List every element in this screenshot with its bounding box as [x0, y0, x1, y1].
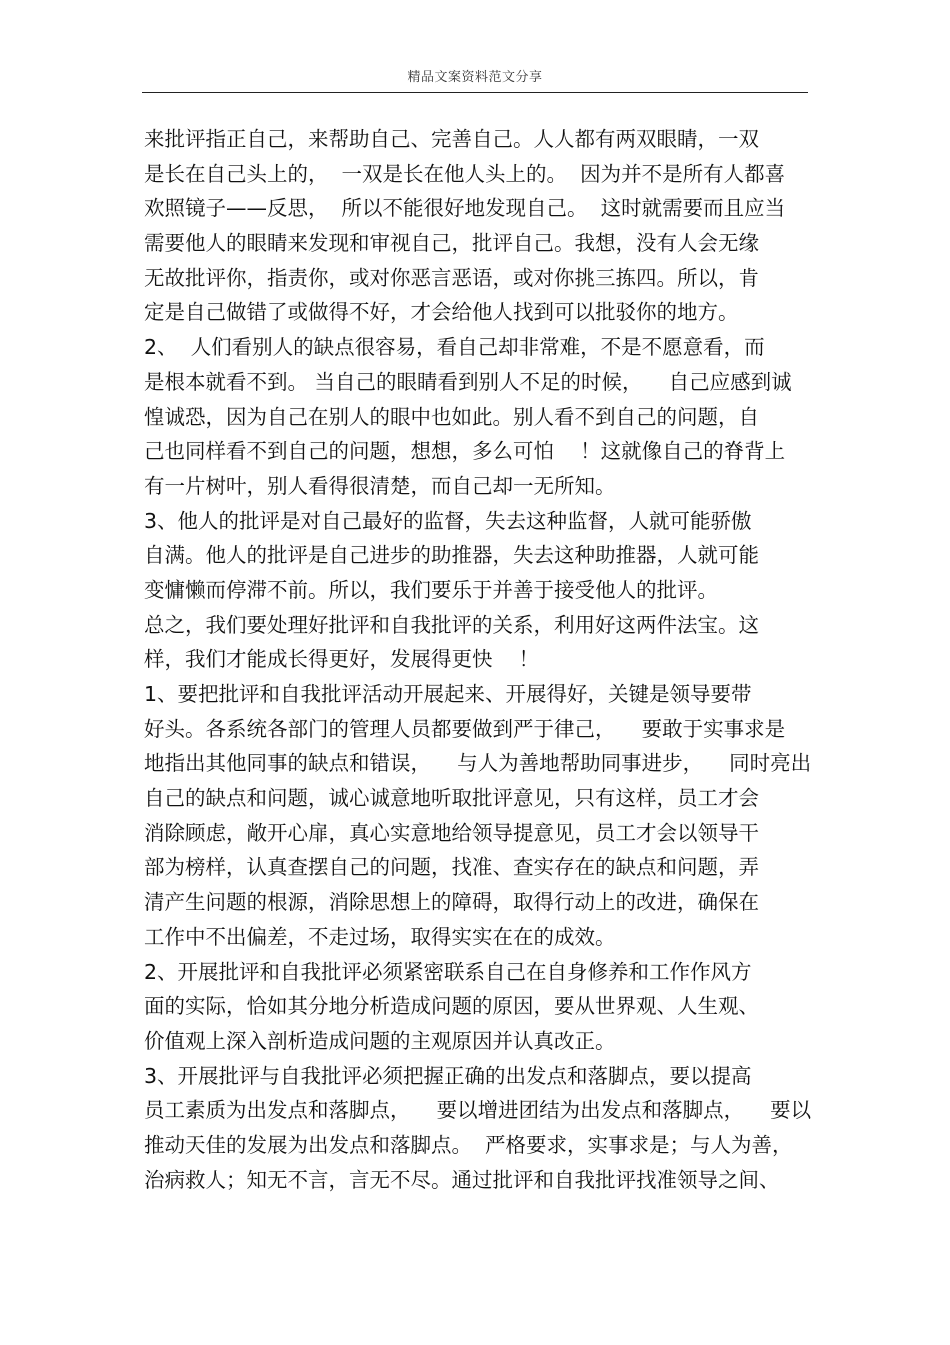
text-line: 3、开展批评与自我批评必须把握正确的出发点和落脚点，要以提高 [144, 1063, 752, 1088]
text-line: 治病救人；知无不言，言无不尽。通过批评和自我批评找准领导之间、 [144, 1167, 780, 1192]
text-line: 样，我们才能成长得更好，发展得更快 ！ [144, 647, 540, 672]
text-line: 来批评指正自己，来帮助自己、完善自己。人人都有两双眼睛，一双 [144, 127, 759, 151]
text-line: 推动天佳的发展为出发点和落脚点。 严格要求，实事求是；与人为善， [144, 1132, 793, 1157]
text-line: 惶诚恐，因为自己在别人的眼中也如此。别人看不到自己的问题，自 [144, 404, 759, 429]
text-line: 总之，我们要处理好批评和自我批评的关系，利用好这两件法宝。这 [144, 612, 759, 637]
text-line: 员工素质为出发点和落脚点， 要以增进团结为出发点和落脚点， 要以 [144, 1098, 812, 1123]
text-line: 自满。他人的批评是自己进步的助推器，失去这种助推器，人就可能 [144, 543, 759, 568]
text-line: 面的实际，恰如其分地分析造成问题的原因，要从世界观、人生观、 [144, 994, 759, 1019]
text-line: 1、要把批评和自我批评活动开展起来、开展得好，关键是领导要带 [144, 682, 752, 706]
text-line: 地指出其他同事的缺点和错误， 与人为善地帮助同事进步， 同时亮出 [144, 751, 812, 776]
text-line: 2、 人们看别人的缺点很容易，看自己却非常难，不是不愿意看，而 [144, 335, 765, 360]
page-header: 精品文案资料范文分享 [407, 70, 543, 85]
text-line: 好头。各系统各部门的管理人员都要做到严于律己， 要敢于实事求是 [144, 716, 786, 741]
text-line: 是长在自己头上的， 一双是长在他人头上的。 因为并不是所有人都喜 [144, 161, 786, 186]
text-line: 需要他人的眼睛来发现和审视自己，批评自己。我想，没有人会无缘 [144, 231, 759, 256]
text-line: 己也同样看不到自己的问题，想想，多么可怕 ！这就像自己的脊背上 [144, 439, 786, 464]
text-line: 变慵懒而停滞不前。所以，我们要乐于并善于接受他人的批评。 [144, 577, 718, 602]
text-line: 清产生问题的根源，消除思想上的障碍，取得行动上的改进，确保在 [144, 890, 759, 915]
text-line: 定是自己做错了或做得不好，才会给他人找到可以批驳你的地方。 [144, 300, 739, 325]
header-divider [142, 92, 808, 93]
text-line: 消除顾虑，敞开心扉，真心实意地给领导提意见，员工才会以领导干 [144, 820, 759, 845]
text-line: 3、他人的批评是对自己最好的监督，失去这种监督，人就可能骄傲 [144, 508, 752, 533]
document-body [144, 122, 824, 1197]
text-line: 2、开展批评和自我批评必须紧密联系自己在自身修养和工作作风方 [144, 959, 752, 984]
text-line: 无故批评你，指责你，或对你恶言恶语，或对你挑三拣四。所以，肯 [144, 265, 759, 290]
text-line: 工作中不出偏差，不走过场，取得实实在在的成效。 [144, 924, 616, 949]
text-line: 欢照镜子——反思， 所以不能很好地发现自己。 这时就需要而且应当 [144, 196, 786, 221]
text-line: 是根本就看不到。 当自己的眼睛看到别人不足的时候， 自己应感到诚 [144, 369, 792, 394]
text-line: 自己的缺点和问题，诚心诚意地听取批评意见，只有这样，员工才会 [144, 786, 759, 811]
text-line: 价值观上深入剖析造成问题的主观原因并认真改正。 [144, 1028, 616, 1053]
text-line: 部为榜样，认真查摆自己的问题，找准、查实存在的缺点和问题，弄 [144, 855, 759, 880]
text-line: 有一片树叶，别人看得很清楚，而自己却一无所知。 [144, 473, 616, 498]
